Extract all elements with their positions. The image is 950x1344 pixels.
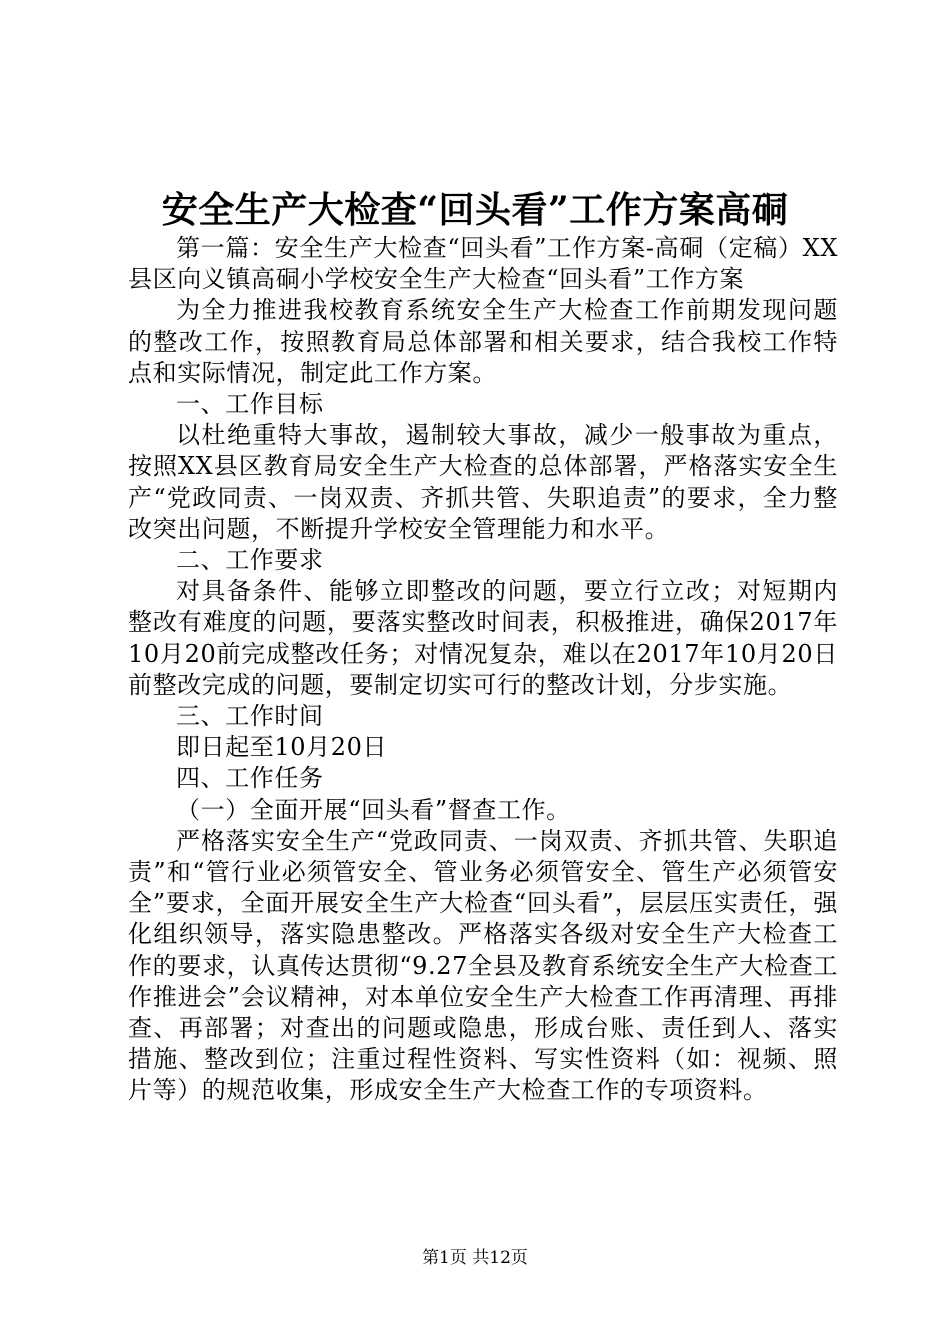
document-body (128, 233, 838, 1107)
paragraph-review: 严格落实安全生产“党政同责、一岗双责、齐抓共管、失职追责”和“管行业必须管安全、管业务必须管安全、管生产必须管安全”要求，全面开展安全生产大检查“回头看”，层层压实责任，强化组织领导，落实隐患整改。严格落实各级对安全生产大检查工作的要求，认真传达贯彻“9.27全县及教育系统安全生产大检查工作推进会”会议精神，对本单位安全生产大检查工作再清理、再排查、再部署；对查出的问题或隐患，形成台账、责任到人、落实措施、整改到位；注重过程性资料、写实性资料（如：视频、照片等）的规范收集，形成安全生产大检查工作的专项资料。 (128, 826, 838, 1105)
paragraph-requirements: 对具备条件、能够立即整改的问题，要立行立改；对短期内整改有难度的问题，要落实整改时间表，积极推进，确保2017年10月20前完成整改任务；对情况复杂，难以在2017年10月20日前整改完成的问题，要制定切实可行的整改计划，分步实施。 (128, 577, 838, 699)
document-title: 安全生产大检查“回头看”工作方案高硐 (161, 189, 789, 231)
paragraph-intro: 第一篇：安全生产大检查“回头看”工作方案-高硐（定稿）XX县区向义镇高硐小学校安全生产大检查“回头看”工作方案 (128, 234, 838, 294)
subsection-heading-review: （一）全面开展“回头看”督查工作。 (176, 795, 571, 824)
paragraph-purpose: 为全力推进我校教育系统安全生产大检查工作前期发现问题的整改工作，按照教育局总体部署和相关要求，结合我校工作特点和实际情况，制定此工作方案。 (128, 296, 838, 387)
paragraph-time: 即日起至10月20日 (176, 733, 388, 762)
section-heading-requirements: 二、工作要求 (176, 546, 324, 575)
section-heading-time: 三、工作时间 (176, 702, 324, 731)
paragraph-goals: 以杜绝重特大事故，遏制较大事故，减少一般事故为重点，按照XX县区教育局安全生产大检查的总体部署，严格落实安全生产“党政同责、一岗双责、齐抓共管、失职追责”的要求，全力整改突出问题，不断提升学校安全管理能力和水平。 (128, 421, 838, 543)
section-heading-tasks: 四、工作任务 (176, 764, 324, 793)
page-footer: 第1页 共12页 (422, 1248, 528, 1268)
section-heading-goals: 一、工作目标 (176, 390, 324, 419)
